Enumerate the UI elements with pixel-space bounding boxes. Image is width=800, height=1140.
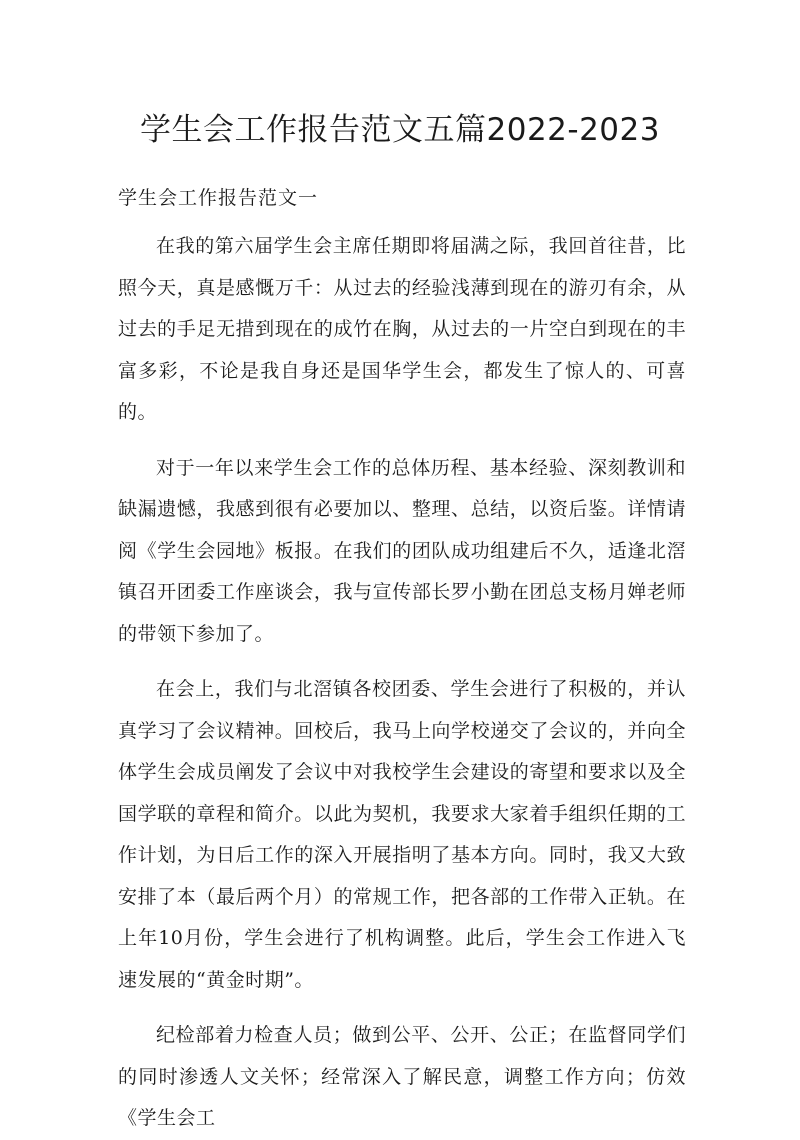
document-title: 学生会工作报告范文五篇2022-2023 [140, 112, 660, 148]
section-heading: 学生会工作报告范文一 [118, 187, 319, 209]
body-paragraph: 对于一年以来学生会工作的总体历程、基本经验、深刻教训和缺漏遗憾，我感到很有必要加以、整理、总结，以资后鉴。详情请阅《学生会园地》板报。在我们的团队成功组建后不久，适逢北滘镇召开团委工作座谈会，我与宣传部长罗小勤在团总支杨月婵老师的带领下参加了。 [118, 456, 686, 645]
body-paragraph: 在会上，我们与北滘镇各校团委、学生会进行了积极的，并认真学习了会议精神。回校后，我马上向学校递交了会议的，并向全体学生会成员阐发了会议中对我校学生会建设的寄望和要求以及全国学联的章程和简介。以此为契机，我要求大家着手组织任期的工作计划，为日后工作的深入开展指明了基本方向。同时，我又大致安排了本（最后两个月）的常规工作，把各部的工作带入正轨。在上年10月份，学生会进行了机构调整。此后，学生会工作进入飞速发展的“黄金时期”。 [118, 678, 686, 991]
body-paragraph: 在我的第六届学生会主席任期即将届满之际，我回首往昔，比照今天，真是感慨万千：从过去的经验浅薄到现在的游刃有余，从过去的手足无措到现在的成竹在胸，从过去的一片空白到现在的丰富多彩，不论是我自身还是国华学生会，都发生了惊人的、可喜的。 [118, 235, 686, 423]
body-paragraph: 纪检部着力检查人员；做到公平、公开、公正；在监督同学们的同时渗透人文关怀；经常深入了解民意，调整工作方向；仿效《学生会工 [118, 1024, 686, 1129]
document-body [118, 226, 686, 1140]
